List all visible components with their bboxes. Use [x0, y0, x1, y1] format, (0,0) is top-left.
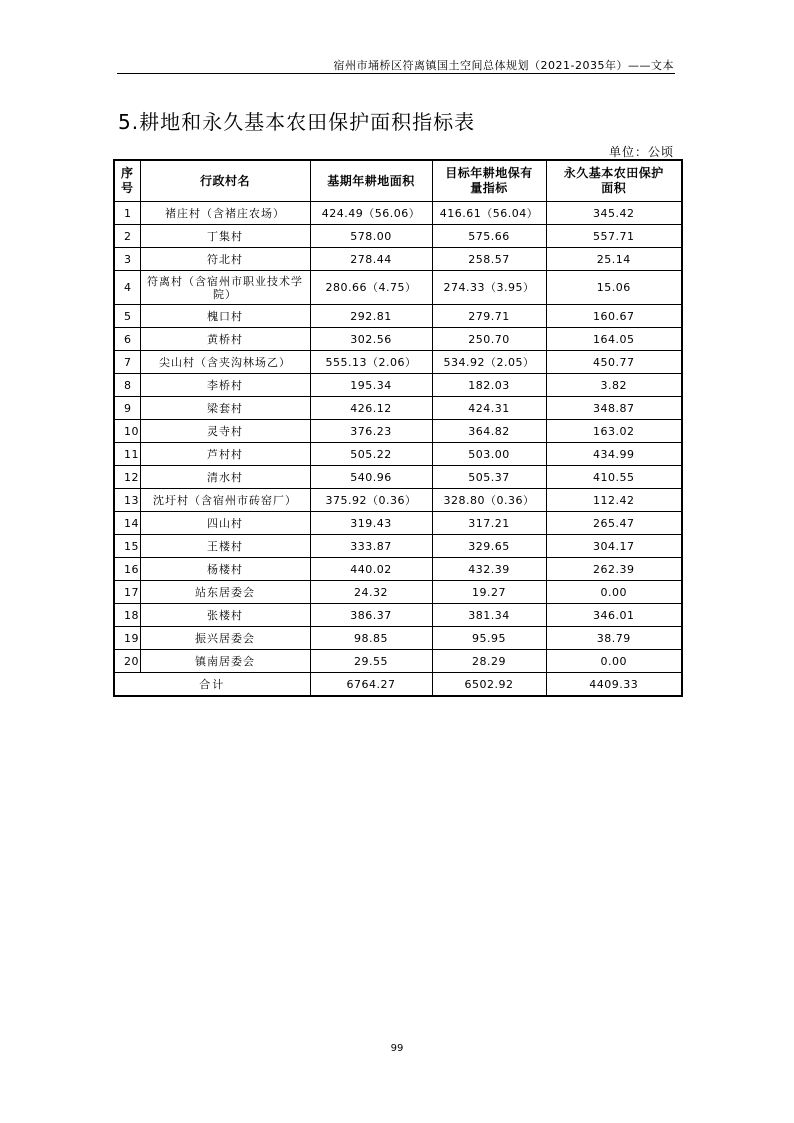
row-protect-area: 0.00 — [546, 581, 682, 604]
row-village-name: 黄桥村 — [140, 328, 310, 351]
header-base-area: 基期年耕地面积 — [310, 160, 432, 202]
header-protect-area: 永久基本农田保护面积 — [546, 160, 682, 202]
row-seq: 14 — [114, 512, 140, 535]
row-seq: 3 — [114, 248, 140, 271]
table-row — [114, 604, 682, 627]
row-seq: 5 — [114, 305, 140, 328]
total-label: 合计 — [114, 673, 310, 697]
row-target-area: 28.29 — [432, 650, 546, 673]
row-target-area: 575.66 — [432, 225, 546, 248]
table-row — [114, 581, 682, 604]
header-divider — [117, 73, 675, 74]
row-base-area: 540.96 — [310, 466, 432, 489]
row-target-area: 279.71 — [432, 305, 546, 328]
row-protect-area: 38.79 — [546, 627, 682, 650]
row-base-area: 98.85 — [310, 627, 432, 650]
row-seq: 16 — [114, 558, 140, 581]
row-base-area: 578.00 — [310, 225, 432, 248]
row-target-area: 432.39 — [432, 558, 546, 581]
row-target-area: 95.95 — [432, 627, 546, 650]
row-seq: 8 — [114, 374, 140, 397]
table-row — [114, 535, 682, 558]
row-protect-area: 450.77 — [546, 351, 682, 374]
row-village-name: 李桥村 — [140, 374, 310, 397]
row-target-area: 274.33（3.95） — [432, 271, 546, 305]
table-row — [114, 374, 682, 397]
table-row — [114, 466, 682, 489]
row-seq: 1 — [114, 202, 140, 225]
row-target-area: 250.70 — [432, 328, 546, 351]
row-target-area: 328.80（0.36） — [432, 489, 546, 512]
unit-note: 单位：公顷 — [608, 145, 674, 159]
row-seq: 7 — [114, 351, 140, 374]
row-base-area: 292.81 — [310, 305, 432, 328]
row-seq: 12 — [114, 466, 140, 489]
header-seq: 序号 — [114, 160, 140, 202]
row-target-area: 416.61（56.04） — [432, 202, 546, 225]
row-seq: 11 — [114, 443, 140, 466]
total-protect: 4409.33 — [546, 673, 682, 697]
row-protect-area: 345.42 — [546, 202, 682, 225]
row-base-area: 375.92（0.36） — [310, 489, 432, 512]
row-seq: 6 — [114, 328, 140, 351]
row-base-area: 426.12 — [310, 397, 432, 420]
row-base-area: 555.13（2.06） — [310, 351, 432, 374]
row-target-area: 182.03 — [432, 374, 546, 397]
row-base-area: 29.55 — [310, 650, 432, 673]
row-village-name: 尖山村（含夹沟林场乙） — [140, 351, 310, 374]
row-seq: 20 — [114, 650, 140, 673]
row-village-name: 镇南居委会 — [140, 650, 310, 673]
row-seq: 2 — [114, 225, 140, 248]
row-target-area: 381.34 — [432, 604, 546, 627]
row-seq: 10 — [114, 420, 140, 443]
table-row — [114, 420, 682, 443]
row-village-name: 站东居委会 — [140, 581, 310, 604]
row-protect-area: 557.71 — [546, 225, 682, 248]
row-protect-area: 410.55 — [546, 466, 682, 489]
row-target-area: 329.65 — [432, 535, 546, 558]
row-target-area: 364.82 — [432, 420, 546, 443]
header-target-area: 目标年耕地保有量指标 — [432, 160, 546, 202]
document-header-title: 宿州市埇桥区符离镇国土空间总体规划（2021-2035年）——文本 — [333, 59, 674, 72]
row-village-name: 王楼村 — [140, 535, 310, 558]
row-protect-area: 160.67 — [546, 305, 682, 328]
row-seq: 19 — [114, 627, 140, 650]
row-seq: 18 — [114, 604, 140, 627]
row-village-name: 灵寺村 — [140, 420, 310, 443]
row-village-name: 振兴居委会 — [140, 627, 310, 650]
row-village-name: 沈圩村（含宿州市砖窑厂） — [140, 489, 310, 512]
row-seq: 15 — [114, 535, 140, 558]
row-village-name: 清水村 — [140, 466, 310, 489]
row-protect-area: 3.82 — [546, 374, 682, 397]
row-base-area: 333.87 — [310, 535, 432, 558]
row-protect-area: 163.02 — [546, 420, 682, 443]
table-row — [114, 202, 682, 225]
total-target: 6502.92 — [432, 673, 546, 697]
row-target-area: 505.37 — [432, 466, 546, 489]
row-village-name: 符北村 — [140, 248, 310, 271]
row-seq: 4 — [114, 271, 140, 305]
row-village-name: 梁套村 — [140, 397, 310, 420]
page-number: 99 — [390, 1043, 404, 1054]
row-base-area: 440.02 — [310, 558, 432, 581]
table-header-row — [114, 160, 682, 202]
row-village-name: 褚庄村（含褚庄农场） — [140, 202, 310, 225]
row-base-area: 302.56 — [310, 328, 432, 351]
row-target-area: 258.57 — [432, 248, 546, 271]
row-base-area: 376.23 — [310, 420, 432, 443]
row-protect-area: 164.05 — [546, 328, 682, 351]
row-base-area: 424.49（56.06） — [310, 202, 432, 225]
row-protect-area: 15.06 — [546, 271, 682, 305]
row-target-area: 424.31 — [432, 397, 546, 420]
row-base-area: 505.22 — [310, 443, 432, 466]
row-protect-area: 262.39 — [546, 558, 682, 581]
row-base-area: 386.37 — [310, 604, 432, 627]
row-protect-area: 25.14 — [546, 248, 682, 271]
row-target-area: 503.00 — [432, 443, 546, 466]
row-seq: 9 — [114, 397, 140, 420]
row-base-area: 24.32 — [310, 581, 432, 604]
table-row — [114, 328, 682, 351]
row-base-area: 319.43 — [310, 512, 432, 535]
row-village-name: 丁集村 — [140, 225, 310, 248]
row-village-name: 槐口村 — [140, 305, 310, 328]
table-body — [114, 202, 682, 673]
row-target-area: 19.27 — [432, 581, 546, 604]
row-protect-area: 0.00 — [546, 650, 682, 673]
row-protect-area: 348.87 — [546, 397, 682, 420]
table-row — [114, 512, 682, 535]
row-base-area: 278.44 — [310, 248, 432, 271]
section-title: 5.耕地和永久基本农田保护面积指标表 — [118, 110, 476, 134]
row-base-area: 280.66（4.75） — [310, 271, 432, 305]
row-protect-area: 346.01 — [546, 604, 682, 627]
row-village-name: 四山村 — [140, 512, 310, 535]
table-row — [114, 489, 682, 512]
table-row — [114, 248, 682, 271]
table-row — [114, 271, 682, 305]
row-village-name: 芦村村 — [140, 443, 310, 466]
row-target-area: 534.92（2.05） — [432, 351, 546, 374]
row-seq: 13 — [114, 489, 140, 512]
row-village-name: 符离村（含宿州市职业技术学院） — [140, 271, 310, 305]
row-protect-area: 265.47 — [546, 512, 682, 535]
row-seq: 17 — [114, 581, 140, 604]
table-row — [114, 558, 682, 581]
table-row — [114, 443, 682, 466]
farmland-index-table — [113, 159, 683, 697]
table-row — [114, 305, 682, 328]
row-target-area: 317.21 — [432, 512, 546, 535]
table-row — [114, 627, 682, 650]
table-row — [114, 225, 682, 248]
row-protect-area: 112.42 — [546, 489, 682, 512]
row-village-name: 张楼村 — [140, 604, 310, 627]
row-protect-area: 434.99 — [546, 443, 682, 466]
table-row — [114, 650, 682, 673]
total-base: 6764.27 — [310, 673, 432, 697]
table-total-row — [114, 673, 682, 697]
table-row — [114, 351, 682, 374]
header-village-name: 行政村名 — [140, 160, 310, 202]
table-row — [114, 397, 682, 420]
row-protect-area: 304.17 — [546, 535, 682, 558]
row-village-name: 杨楼村 — [140, 558, 310, 581]
row-base-area: 195.34 — [310, 374, 432, 397]
